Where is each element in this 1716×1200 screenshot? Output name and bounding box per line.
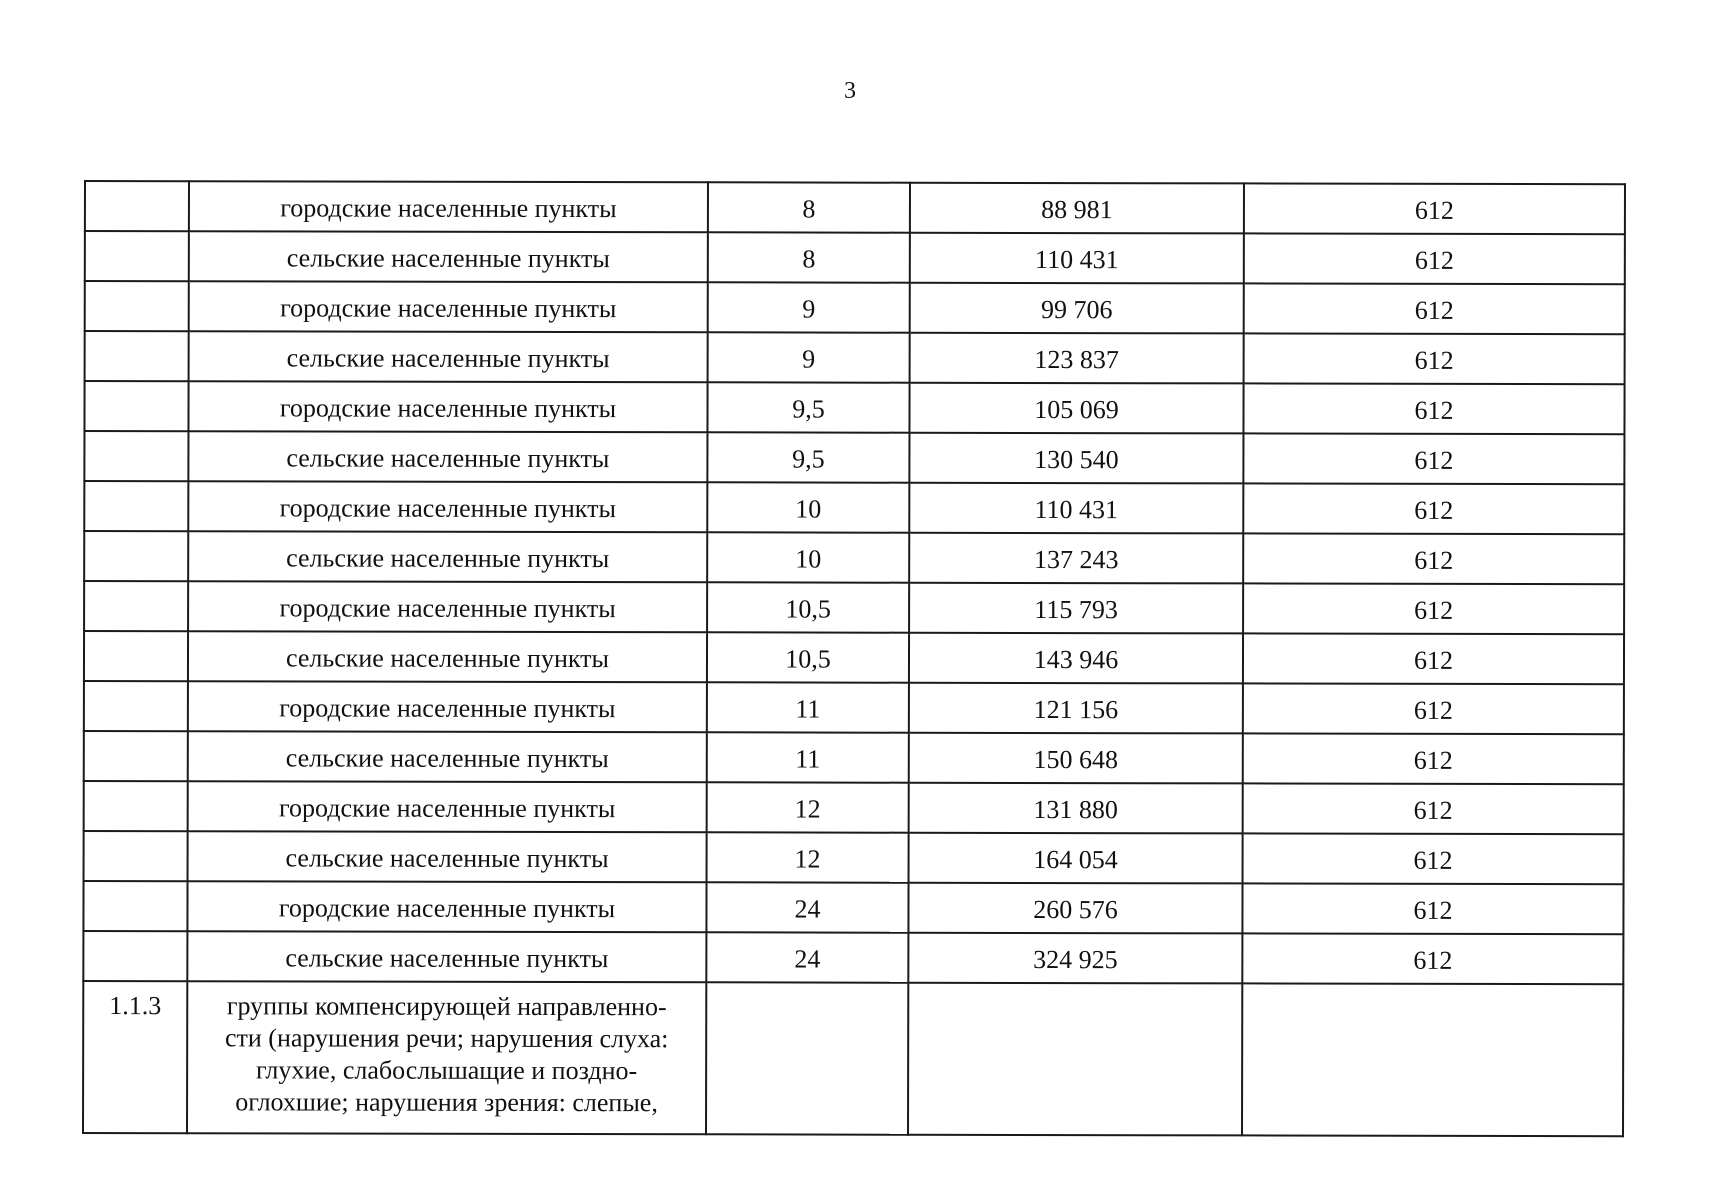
settlement-type-cell: городские населенные пункты — [188, 581, 707, 632]
value-cell: 24 — [706, 882, 908, 932]
value-cell: 9 — [708, 332, 910, 382]
row-number-cell — [84, 481, 188, 531]
table-row — [84, 731, 1624, 784]
table-row — [83, 931, 1623, 984]
row-number-cell — [85, 331, 189, 381]
code-cell: 612 — [1243, 833, 1624, 884]
row-number-cell — [84, 831, 188, 881]
value-cell — [706, 982, 908, 1134]
value-cell: 8 — [708, 232, 910, 282]
row-number-cell — [84, 731, 188, 781]
cost-cell: 105 069 — [909, 383, 1243, 434]
cost-cell: 324 925 — [908, 933, 1242, 984]
code-cell: 612 — [1244, 183, 1625, 234]
cost-cell: 110 431 — [909, 483, 1243, 534]
code-cell: 612 — [1243, 583, 1624, 634]
cost-cell: 143 946 — [909, 633, 1243, 684]
cost-cell: 110 431 — [910, 233, 1244, 284]
row-number-cell — [83, 881, 187, 931]
value-cell: 11 — [707, 682, 909, 732]
table-row — [84, 481, 1624, 534]
value-cell: 8 — [708, 182, 910, 232]
cost-cell: 121 156 — [909, 683, 1243, 734]
tariff-table — [82, 180, 1626, 1137]
code-cell: 612 — [1243, 383, 1624, 434]
settlement-type-cell: сельские населенные пункты — [188, 431, 707, 482]
settlement-type-cell: сельские населенные пункты — [189, 331, 708, 382]
value-cell: 12 — [707, 832, 909, 882]
cost-cell: 130 540 — [909, 433, 1243, 484]
code-cell: 612 — [1242, 933, 1623, 984]
cost-cell: 131 880 — [909, 783, 1243, 834]
page-number: 3 — [844, 78, 856, 104]
table-body — [83, 181, 1625, 1136]
table-row — [84, 831, 1624, 884]
code-cell: 612 — [1244, 233, 1625, 284]
table-row-group-header — [83, 981, 1623, 1136]
settlement-type-cell — [187, 981, 706, 1134]
cost-cell: 123 837 — [910, 333, 1244, 384]
settlement-type-cell: сельские населенные пункты — [188, 631, 707, 682]
row-number-cell — [84, 581, 188, 631]
cost-cell: 115 793 — [909, 583, 1243, 634]
table-row — [85, 281, 1625, 334]
cost-cell: 99 706 — [910, 283, 1244, 334]
table-row — [83, 881, 1623, 934]
table-row — [84, 681, 1624, 734]
value-cell: 24 — [706, 932, 908, 982]
table-row — [85, 231, 1625, 284]
code-cell: 612 — [1244, 333, 1625, 384]
settlement-type-cell: городские населенные пункты — [189, 281, 708, 332]
description-line: сти (нарушения речи; нарушения слуха: — [224, 1023, 669, 1054]
cost-cell: 164 054 — [909, 833, 1243, 884]
settlement-type-cell: городские населенные пункты — [188, 781, 707, 832]
row-number-cell — [84, 681, 188, 731]
settlement-type-cell: сельские населенные пункты — [189, 231, 708, 282]
settlement-type-cell: сельские населенные пункты — [188, 831, 707, 882]
code-cell: 612 — [1242, 883, 1623, 934]
cost-cell: 150 648 — [909, 733, 1243, 784]
code-cell: 612 — [1243, 683, 1624, 734]
table-row — [84, 431, 1624, 484]
value-cell: 12 — [707, 782, 909, 832]
code-cell: 612 — [1243, 633, 1624, 684]
settlement-type-cell: городские населенные пункты — [188, 381, 707, 432]
value-cell: 11 — [707, 732, 909, 782]
table-row — [84, 581, 1624, 634]
cost-cell — [908, 983, 1242, 1136]
table-row — [84, 781, 1624, 834]
description-line: оглохшие; нарушения зрения: слепые, — [235, 1087, 658, 1118]
row-number-cell — [83, 931, 187, 981]
cost-cell: 137 243 — [909, 533, 1243, 584]
row-number-cell — [84, 531, 188, 581]
row-number-cell: 1.1.3 — [83, 981, 187, 1133]
settlement-type-cell: сельские населенные пункты — [188, 531, 707, 582]
value-cell: 10 — [707, 532, 909, 582]
code-cell: 612 — [1243, 433, 1624, 484]
value-cell: 10,5 — [707, 632, 909, 682]
value-cell: 9,5 — [707, 382, 909, 432]
settlement-type-cell: городские населенные пункты — [187, 881, 706, 932]
code-cell: 612 — [1243, 533, 1624, 584]
table-row — [84, 381, 1624, 434]
settlement-type-cell: городские населенные пункты — [188, 681, 707, 732]
settlement-type-cell: сельские населенные пункты — [188, 731, 707, 782]
table-row — [85, 181, 1625, 234]
description-line: глухие, слабослышащие и поздно- — [256, 1055, 638, 1086]
row-number-cell — [84, 631, 188, 681]
settlement-type-cell: городские населенные пункты — [189, 181, 708, 232]
code-cell: 612 — [1243, 783, 1624, 834]
value-cell: 10,5 — [707, 582, 909, 632]
code-cell — [1242, 983, 1623, 1136]
description-line: группы компенсирующей направленно- — [226, 991, 667, 1022]
row-number-cell — [85, 231, 189, 281]
settlement-type-cell: сельские населенные пункты — [187, 931, 706, 982]
row-number-cell — [84, 781, 188, 831]
table-row — [84, 531, 1624, 584]
row-number-cell — [85, 281, 189, 331]
row-number-cell — [85, 181, 189, 231]
table-row — [85, 331, 1625, 384]
code-cell: 612 — [1244, 283, 1625, 334]
cost-cell: 88 981 — [910, 183, 1244, 234]
settlement-type-cell: городские населенные пункты — [188, 481, 707, 532]
row-number-cell — [84, 431, 188, 481]
value-cell: 9 — [708, 282, 910, 332]
code-cell: 612 — [1243, 483, 1624, 534]
value-cell: 10 — [707, 482, 909, 532]
table-row — [84, 631, 1624, 684]
value-cell: 9,5 — [707, 432, 909, 482]
row-number-cell — [84, 381, 188, 431]
code-cell: 612 — [1243, 733, 1624, 784]
cost-cell: 260 576 — [908, 883, 1242, 934]
